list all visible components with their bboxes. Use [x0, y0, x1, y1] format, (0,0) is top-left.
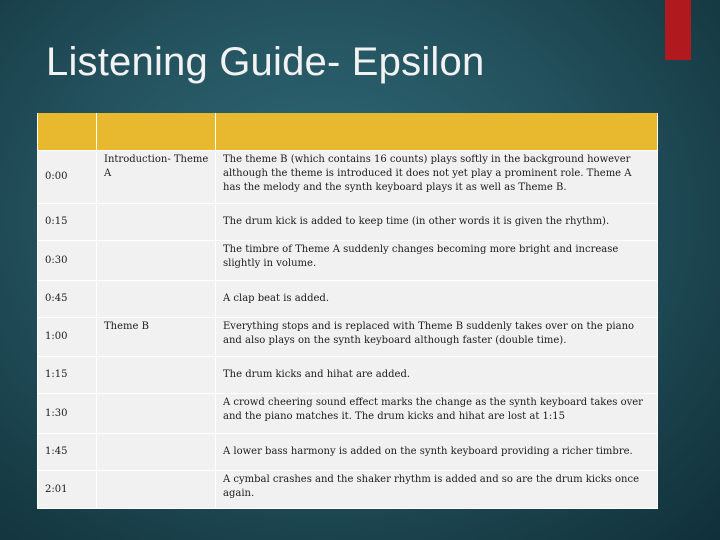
description-cell: The theme B (which contains 16 counts) plays softly in the background however although the theme is introduced it does not yet play a prominent role. Theme A has the melody and the synth keyboard plays it as well as Theme B.: [216, 151, 658, 204]
time-cell: 1:15: [38, 357, 97, 394]
section-cell: Introduction- Theme A: [97, 151, 216, 204]
header-cell-description: [216, 113, 658, 151]
time-cell: 0:45: [38, 281, 97, 318]
description-cell: The drum kick is added to keep time (in other words it is given the rhythm).: [216, 204, 658, 241]
listening-guide-table-container: [37, 113, 657, 509]
slide-title: Listening Guide- Epsilon: [46, 40, 485, 84]
description-cell: A clap beat is added.: [216, 281, 658, 318]
header-cell-section: [97, 113, 216, 151]
table-row: [38, 204, 658, 241]
time-cell: 0:00: [38, 151, 97, 204]
table-row: [38, 471, 658, 509]
time-cell: 0:30: [38, 241, 97, 281]
description-cell: A crowd cheering sound effect marks the change as the synth keyboard takes over and the piano matches it. The drum kicks and hihat are lost at 1:15: [216, 394, 658, 434]
table-header-row: [38, 113, 658, 151]
table-row: [38, 151, 658, 204]
description-cell: The drum kicks and hihat are added.: [216, 357, 658, 394]
section-cell: [97, 241, 216, 281]
section-cell: Theme B: [97, 318, 216, 357]
description-cell: A cymbal crashes and the shaker rhythm is added and so are the drum kicks once again.: [216, 471, 658, 509]
table-row: [38, 318, 658, 357]
time-cell: 2:01: [38, 471, 97, 509]
section-cell: [97, 281, 216, 318]
table-row: [38, 357, 658, 394]
time-cell: 1:45: [38, 434, 97, 471]
section-cell: [97, 471, 216, 509]
time-cell: 0:15: [38, 204, 97, 241]
table-row: [38, 281, 658, 318]
section-cell: [97, 394, 216, 434]
time-cell: 1:00: [38, 318, 97, 357]
section-cell: [97, 434, 216, 471]
table-row: [38, 394, 658, 434]
description-cell: A lower bass harmony is added on the synth keyboard providing a richer timbre.: [216, 434, 658, 471]
description-cell: Everything stops and is replaced with Theme B suddenly takes over on the piano and also plays on the synth keyboard although faster (double time).: [216, 318, 658, 357]
table-row: [38, 241, 658, 281]
section-cell: [97, 357, 216, 394]
section-cell: [97, 204, 216, 241]
time-cell: 1:30: [38, 394, 97, 434]
header-cell-time: [38, 113, 97, 151]
accent-bar: [665, 0, 691, 60]
description-cell: The timbre of Theme A suddenly changes becoming more bright and increase slightly in volume.: [216, 241, 658, 281]
table-row: [38, 434, 658, 471]
listening-guide-table: [37, 113, 658, 509]
